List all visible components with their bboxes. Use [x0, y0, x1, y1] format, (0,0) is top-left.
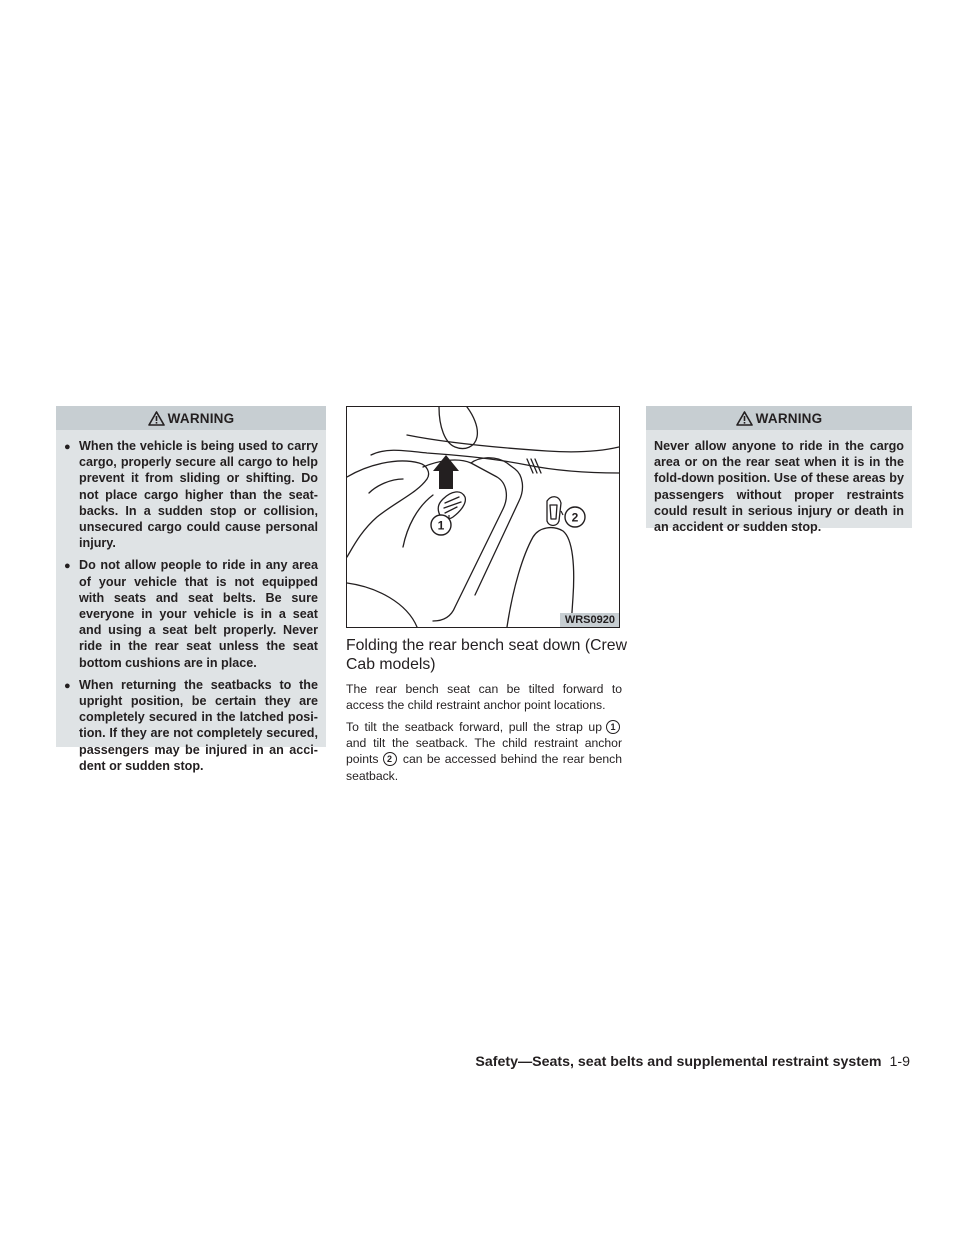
callout-ref-2: 2	[383, 752, 397, 766]
warning-text: Never allow anyone to ride in the cargo area or on the rear seat when it is in the fold-down position. Use of these areas by passengers without proper restraints could result in serious injury or death in an accident or sudden stop.	[654, 439, 904, 535]
warning-triangle-icon	[736, 411, 753, 426]
para2-part-b: and tilt the seatback. The child restraint anchor points	[346, 736, 622, 767]
warning-item-text: When the vehicle is being used to carry cargo, properly secure all cargo to help prevent it from sliding or shifting. Do not place cargo higher than the seat-backs. In a sudden stop or collision, unsecured cargo could cause personal injury.	[79, 439, 318, 551]
bullet-icon: ●	[64, 560, 71, 573]
body-paragraph-1: The rear bench seat can be tilted forward to access the child restraint anchor point locations.	[346, 682, 622, 713]
bullet-icon: ●	[64, 679, 71, 692]
para2-part-c: can be accessed behind the rear bench seatback.	[346, 752, 622, 783]
warning-item-text: Do not allow people to ride in any area of your vehicle that is not equipped with seats and seat belts. Be sure everyone in your vehicle is in a seat and using a seat belt properly. Never ride in the rear seat unless the seat bottom cushions are in place.	[79, 558, 318, 670]
warning-box-cargo	[56, 406, 326, 773]
warning-item	[64, 557, 318, 670]
section-title: Folding the rear bench seat down (Crew Cab models)	[346, 637, 627, 673]
warning-item	[64, 438, 318, 551]
warning-box-cargo-riding	[646, 406, 912, 535]
page-footer	[475, 1054, 910, 1070]
figure-callout-2: 2	[571, 510, 579, 525]
warning-item-text: When returning the seatbacks to the upright position, be certain they are completely secured in the latched posi-tion. If they are not completely secured, passengers may be injured in an acci-dent or sudden stop.	[79, 677, 318, 773]
warning-title: WARNING	[755, 410, 823, 426]
warning-header	[646, 406, 912, 430]
bullet-icon: ●	[64, 441, 71, 453]
page-number: 1-9	[889, 1054, 910, 1070]
warning-header	[56, 406, 326, 430]
para2-part-a: To tilt the seatback forward, pull the strap up	[346, 720, 602, 734]
warning-triangle-icon	[148, 411, 165, 426]
rear-seat-drawing	[347, 407, 619, 627]
warning-item	[64, 677, 318, 774]
figure-callout-1: 1	[437, 518, 445, 533]
callout-ref-1: 1	[606, 720, 620, 734]
body-paragraph-2	[346, 719, 622, 784]
footer-section-title: Safety—Seats, seat belts and supplemental restraint system	[475, 1054, 882, 1070]
warning-title: WARNING	[167, 410, 235, 426]
seat-illustration	[346, 406, 620, 628]
figure-code: WRS0920	[560, 613, 619, 627]
